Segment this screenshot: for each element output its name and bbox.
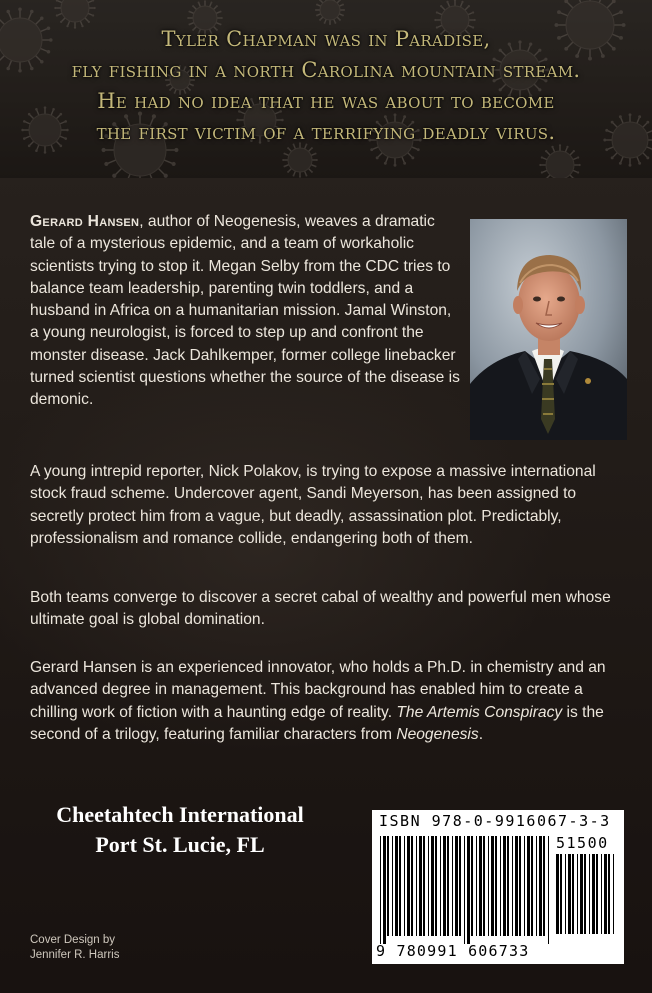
barcode-bar [395,836,398,936]
barcode-bar [431,836,434,936]
publisher-block [30,800,330,860]
barcode-bar [580,854,583,934]
barcode-bar [479,836,482,936]
barcode-bar [500,836,501,936]
author-photo [470,219,627,440]
credit-line: Jennifer R. Harris [30,949,120,961]
isbn-barcode [372,810,624,964]
barcode-bar [565,854,566,934]
paragraph-text: , author of Neogenesis, weaves a dramatic tale of a mysterious epidemic, and a team of workaholic scientists trying to stop it. Megan Selby from the CDC tries to balance team leadership, parenting twin toddlers, and a husband in Africa on a humanitarian mission. Jamal Winston, a young neurologist, is forced to step up and confront the monster disease. Jack Dahlkemper, former college linebacker turned scientist questions whether the source of the disease is demonic. [30,213,460,409]
ean-barcode-bars [380,836,552,944]
barcode-bar [411,836,413,936]
ean-number: 9 780991 606733 [376,942,530,960]
cover-design-credit [30,933,119,963]
price-addon-bars [556,854,618,942]
tagline [0,24,652,148]
barcode-bar [584,854,586,934]
barcode-bar [428,836,429,936]
description-paragraph-2: A young intrepid reporter, Nick Polakov, is trying to expose a massive international stock fraud scheme. Undercover agent, Sandi Meyerson, has been assigned to secretly protect him from a vague, but deadly, assassination plot. Predictably, professionalism and romance collide, endangering both of them. [30,463,596,547]
publisher-name: Cheetahtech International [56,802,304,827]
barcode-bar [512,836,513,936]
barcode-bar [419,836,422,936]
tagline-line: He had no idea that he was about to become [97,89,555,113]
barcode-bar [531,836,533,936]
barcode-bar [507,836,509,936]
barcode-bar [604,854,607,934]
barcode-bar [503,836,506,936]
barcode-bar [543,836,545,936]
barcode-bar [601,854,602,934]
paragraph-text: Gerard Hansen is an experienced innovator, who holds a Ph.D. in chemistry and an advanced degree in management. This background has enabled him to create a chilling work of fiction with a haunting edge of reality. [30,659,606,721]
barcode-bar [399,836,401,936]
credit-line: Cover Design by [30,934,116,946]
barcode-bar [613,854,614,934]
tagline-line: the first victim of a terrifying deadly virus. [96,120,556,144]
barcode-bar [471,836,473,936]
barcode-bar [572,854,574,934]
barcode-bar [407,836,410,936]
barcode-bar [592,854,595,934]
barcode-bar [387,836,389,936]
barcode-bar [577,854,578,934]
barcode-bar [596,854,598,934]
barcode-bar [539,836,542,936]
barcode-bar [476,836,477,936]
barcode-bar [568,854,571,934]
barcode-bar [459,836,461,936]
price-code: 51500 [556,834,609,852]
barcode-bar [404,836,405,936]
isbn-number: ISBN 978-0-9916067-3-3 [379,812,611,830]
author-name: Gerard Hansen [30,213,140,230]
book-title: Neogenesis [396,725,479,743]
paragraph-text: . [478,725,484,743]
barcode-bar [443,836,446,936]
barcode-bar [589,854,590,934]
barcode-bar [383,836,386,944]
barcode-bar [560,854,562,934]
barcode-bar [455,836,458,936]
barcode-bar [556,854,559,934]
barcode-bar [491,836,494,936]
book-title: The Artemis Conspiracy [396,703,563,721]
author-portrait-image [470,219,627,440]
barcode-bar [548,836,549,944]
barcode-bar [519,836,521,936]
tagline-line: Tyler Chapman was in Paradise, [161,27,491,51]
virus-header-band [0,0,652,178]
paragraph-text: is the second of a trilogy, featuring familiar characters from [30,703,604,743]
barcode-bar [416,836,417,936]
barcode-bar [527,836,530,936]
barcode-bar [440,836,441,936]
barcode-bar [488,836,489,936]
barcode-bar [524,836,525,936]
barcode-bar [495,836,497,936]
barcode-bar [536,836,537,936]
barcode-bar [452,836,453,936]
description-paragraph-4 [30,657,630,746]
barcode-bar [467,836,470,944]
description-paragraph-3: Both teams converge to discover a secret cabal of wealthy and powerful men whose ultimate goal is global domination. [30,589,611,629]
barcode-bar [423,836,425,936]
barcode-bar [380,836,381,944]
barcode-bar [515,836,518,936]
tagline-line: fly fishing in a north Carolina mountain stream. [71,58,581,82]
barcode-bar [447,836,449,936]
barcode-bar [392,836,393,936]
publisher-location: Port St. Lucie, FL [95,832,265,857]
barcode-bar [435,836,437,936]
barcode-bar [608,854,610,934]
description-paragraph-1 [30,211,460,412]
barcode-bar [483,836,485,936]
barcode-bar [464,836,465,944]
